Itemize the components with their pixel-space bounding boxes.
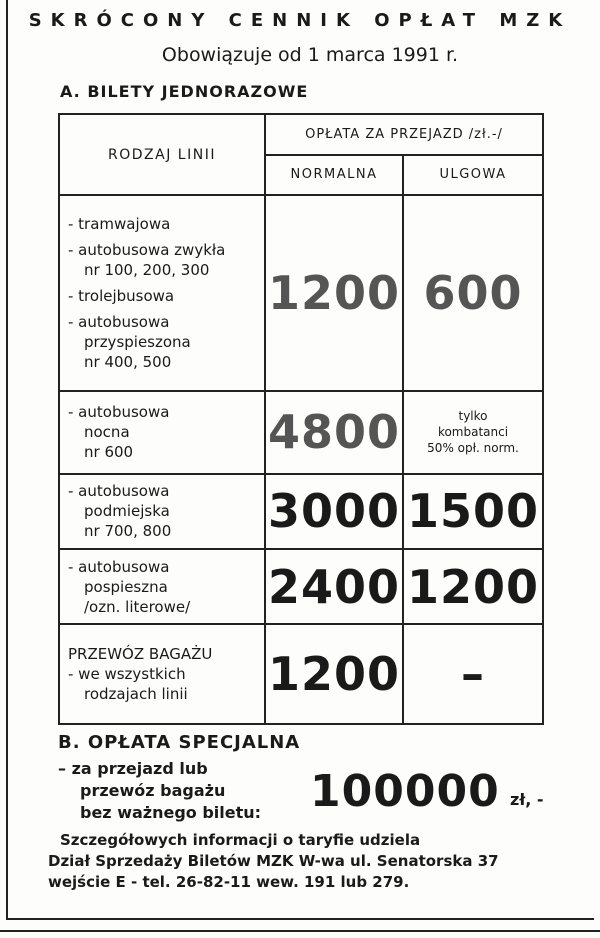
footer-info	[48, 830, 588, 893]
line-type-text: nr 700, 800	[84, 522, 172, 541]
section-a-title: A. BILETY JEDNORAZOWE	[60, 82, 309, 101]
normal-fare: 4800	[265, 391, 403, 474]
line-type-text: - autobusowa zwykła	[68, 240, 226, 259]
bottom-rule	[0, 930, 600, 932]
page-title: SKRÓCONY CENNIK OPŁAT MZK	[28, 10, 572, 31]
normal-fare: 2400	[265, 549, 403, 624]
line-type-text: nr 400, 500	[84, 352, 172, 371]
line-type-text: pospieszna	[84, 577, 168, 596]
line-type-cell	[59, 195, 265, 390]
line-type-text: rodzajach linii	[84, 685, 188, 704]
column-header-normal: NORMALNA	[265, 155, 403, 196]
line-type-text: - autobusowa	[68, 403, 170, 422]
reduced-fare-note	[403, 391, 543, 474]
footer-text: Szczegółowych informacji o taryfie udziela	[60, 831, 421, 849]
line-type-text: - autobusowa	[68, 482, 170, 501]
table-row	[59, 391, 543, 474]
table-row	[59, 624, 543, 724]
line-type-text: nocna	[84, 423, 130, 442]
column-header-line-type: RODZAJ LINII	[59, 114, 265, 195]
line-type-cell	[59, 624, 265, 724]
line-type-cell	[59, 474, 265, 549]
line-type-text: nr 100, 200, 300	[84, 260, 210, 279]
column-header-fee: OPŁATA ZA PRZEJAZD /zł.-/	[265, 114, 543, 155]
line-type-text: podmiejska	[84, 502, 170, 521]
special-fee-text: bez ważnego biletu:	[80, 803, 262, 822]
reduced-fare: 1200	[403, 549, 543, 624]
note-line: 50% opł. norm.	[427, 441, 519, 456]
footer-text: wejście E - tel. 26-82-11 wew. 191 lub 279.	[48, 873, 410, 891]
line-type-text: PRZEWÓZ BAGAŻU	[68, 645, 213, 664]
note-line: tylko	[458, 409, 488, 424]
normal-fare: 3000	[265, 474, 403, 549]
table-row	[59, 474, 543, 549]
line-type-text: /ozn. literowe/	[84, 597, 191, 616]
footer-text: Dział Sprzedaży Biletów MZK W-wa ul. Senatorska 37	[48, 852, 499, 870]
line-type-text: - autobusowa	[68, 312, 170, 331]
reduced-fare: 600	[403, 195, 543, 390]
reduced-fare: –	[403, 624, 543, 724]
line-type-cell	[59, 549, 265, 624]
normal-fare: 1200	[265, 624, 403, 724]
special-fee-unit: zł, -	[510, 790, 544, 809]
normal-fare: 1200	[265, 195, 403, 390]
special-fee-text: przewóz bagażu	[80, 781, 226, 800]
column-header-reduced: ULGOWA	[403, 155, 543, 196]
table-row	[59, 549, 543, 624]
line-type-text: przyspieszona	[84, 332, 191, 351]
special-fee-amount: 100000	[310, 766, 500, 817]
table-row	[59, 195, 543, 390]
tariff-table	[58, 113, 544, 725]
line-type-text: - tramwajowa	[68, 214, 171, 233]
special-fee-description	[58, 758, 261, 824]
line-type-text: - trolejbusowa	[68, 286, 175, 305]
note-line: kombatanci	[437, 425, 509, 440]
line-type-text: - we wszystkich	[68, 665, 186, 684]
reduced-fare: 1500	[403, 474, 543, 549]
line-type-cell	[59, 391, 265, 474]
table-header-row	[59, 114, 543, 155]
line-type-text: nr 600	[84, 443, 134, 462]
validity-subtitle: Obowiązuje od 1 marca 1991 r.	[161, 44, 459, 66]
section-b-title: B. OPŁATA SPECJALNA	[58, 732, 301, 753]
special-fee-text: – za przejazd lub	[58, 759, 208, 778]
line-type-text: - autobusowa	[68, 557, 170, 576]
